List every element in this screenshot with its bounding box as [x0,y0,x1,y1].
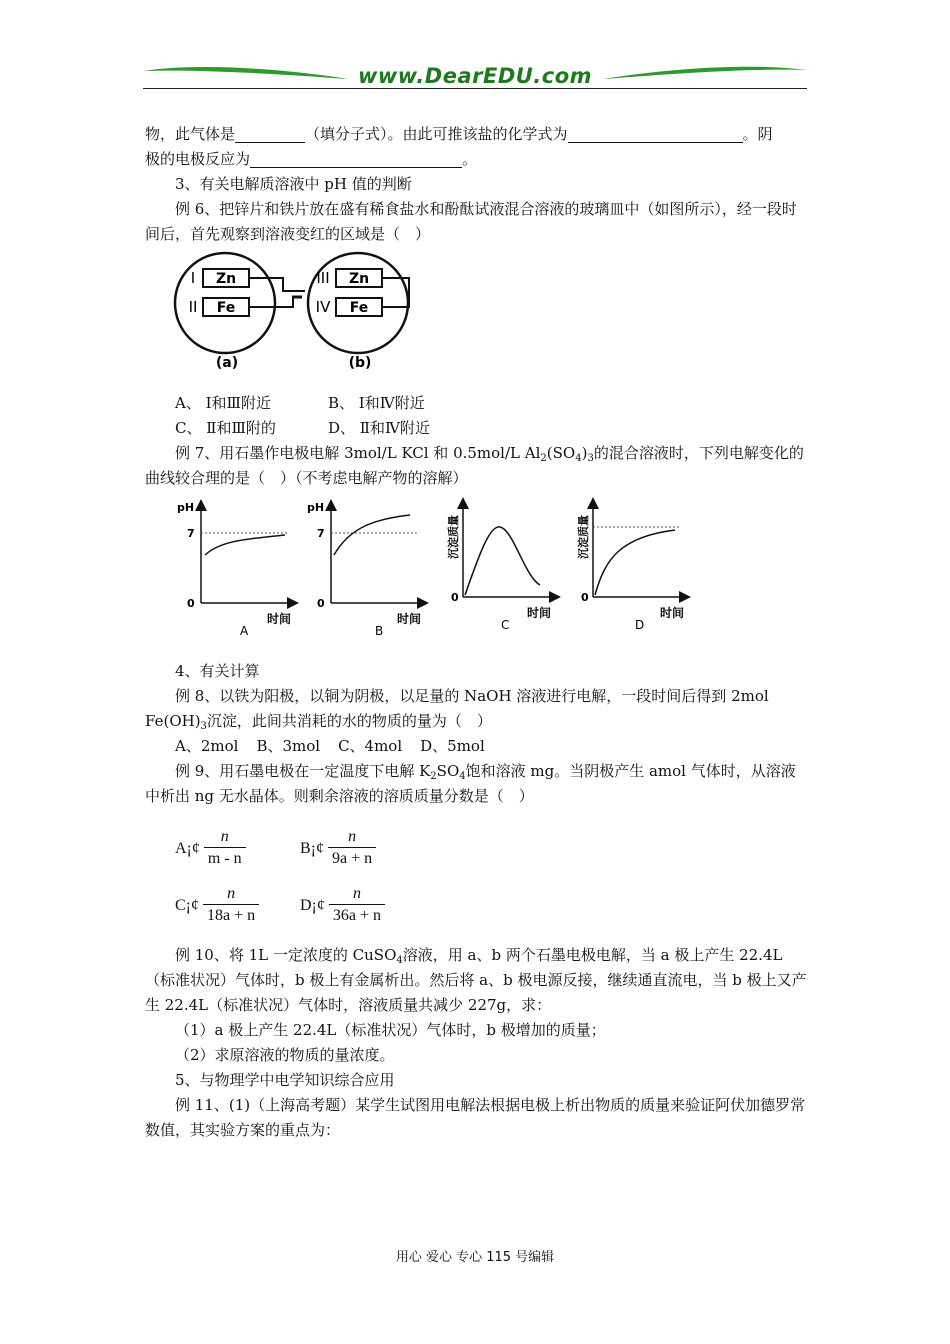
example-7-text: 例 7、用石墨作电极电解 3mol/L KCl 和 0.5mol/L $Al_2(SO_4)_3$的混合溶液时，下列电解变化的曲线较合理的是（ ）（不考虑电解产物的溶解） [145,444,804,487]
ex8-option-A: A、2mol [175,737,239,755]
document-body [145,122,807,1143]
graph-B-7-label: 7 [317,527,325,540]
graph-A-7-label: 7 [187,527,195,540]
fe-label-a: Fe [216,300,236,316]
graph-C-mass-label: 沉淀质量 [447,515,460,559]
example-10-question-2: （2）求原溶液的物质的量浓度。 [175,1046,395,1064]
section-4-heading: 4、有关计算 [175,662,260,680]
ex9-option-A: A¡¢ $\frac{n}{m - n}$ [175,827,300,870]
example-9-text: 例 9、用石墨电极在一定温度下电解 $K_2SO_4$饱和溶液 mg。当阴极产生 amol 气体时，从溶液中析出 ng 无水晶体。则剩余溶液的溶质质量分数是（ ） [145,762,796,805]
graph-D-curve [595,530,675,595]
graph-C-time-label: 时间 [527,606,552,620]
caption-b: (b) [348,355,372,371]
graph-D [576,503,685,632]
graph-C-0-label: 0 [451,591,459,604]
option-A: A、 Ⅰ和Ⅲ附近 [175,394,271,412]
roman-I: I [190,269,196,287]
ex9-option-C: C¡¢ $\frac{n}{18a + n}$ [175,884,300,927]
blank-gas [235,126,305,143]
graph-A-caption: A [240,624,249,638]
graph-B-curve [334,515,410,555]
graph-A [177,501,293,638]
roman-III: III [316,269,330,287]
caption-a: (a) [215,355,239,371]
wire-fe-a [249,297,293,307]
page-footer: 用心 爱心 专心 115 号编辑 [395,1250,555,1265]
graph-A-curve [205,535,285,555]
line-1: 物，此气体是 （填分子式）。由此可推该盐的化学式为 。阴 [145,125,773,143]
ex9-option-B: B¡¢ $\frac{n}{9a + n}$ [300,827,430,870]
example-9-options [175,827,807,927]
zn-fe-dish-figure [145,249,807,379]
blank-formula [568,126,743,143]
fraction: $\frac{n}{18a + n}$ [203,884,259,927]
graph-D-time-label: 时间 [660,606,685,620]
example-6-options-row-1 [145,391,807,416]
roman-II: II [188,298,198,316]
example-8-text: 例 8、以铁为阳极，以铜为阴极，以足量的 NaOH 溶液进行电解，一段时间后得到 2mol $Fe(OH)_3$沉淀，此间共消耗的水的物质的量为（ ） [145,687,769,732]
option-D: D、 Ⅱ和Ⅳ附近 [328,419,430,437]
example-10-question-1: （1）a 极上产生 22.4L（标准状况）气体时，b 极增加的质量； [175,1021,606,1039]
fe-label-b: Fe [349,300,369,316]
example-8-options [145,734,807,759]
section-3-heading: 3、有关电解质溶液中 pH 值的判断 [175,175,412,193]
fraction: $\frac{n}{36a + n}$ [329,884,385,927]
option-B: B、 Ⅰ和Ⅳ附近 [328,394,425,412]
header-site-name: www.DearEDU.com [357,64,593,88]
option-C: C、 Ⅱ和Ⅲ附的 [175,419,276,437]
fraction: $\frac{n}{9a + n}$ [328,827,376,870]
fraction: $\frac{n}{m - n}$ [204,827,246,870]
graph-B-0-label: 0 [317,597,325,610]
wire-b [382,278,409,307]
graph-C-caption: C [501,618,510,632]
graph-D-mass-label: 沉淀质量 [577,515,590,559]
electrolysis-curves-figure [145,497,807,639]
zn-label-a: Zn [215,271,237,287]
example-6-options-row-2 [145,416,807,441]
example-11-text: 例 11、(1)（上海高考题）某学生试图用电解法根据电极上析出物质的质量来验证阿伏加德罗常数值，其实验方案的重点为： [145,1096,806,1139]
graph-C-curve [465,527,540,595]
example-10-text: 例 10、将 1L 一定浓度的 CuSO$_4$溶液，用 a、b 两个石墨电极电解，当 a 极上产生 22.4L（标准状况）气体时，b 极上有金属析出。然后将 a、b 极电源反接，继续通直流电，当 b 极上又产生 22.4L（标准状况）气体时，溶液质量共减少 227g，求： [145,946,807,1014]
graph-C [446,503,555,632]
graph-D-0-label: 0 [581,591,589,604]
header-rule [143,88,807,89]
graph-B-ph-label: pH [307,501,325,514]
graph-B [307,501,423,638]
ex8-option-D: D、5mol [420,737,485,755]
blank-electrode-reaction [250,151,462,168]
graph-B-time-label: 时间 [397,612,422,626]
example-6-text: 例 6、把锌片和铁片放在盛有稀食盐水和酚酞试液混合溶液的玻璃皿中（如图所示），经一段时间后，首先观察到溶液变红的区域是（ ） [145,200,797,243]
ex8-option-B: B、3mol [256,737,321,755]
ex8-option-C: C、4mol [338,737,403,755]
line-2: 极的电极反应为 。 [145,150,478,168]
section-5-heading: 5、与物理学中电学知识综合应用 [175,1071,395,1089]
graph-B-caption: B [375,624,384,638]
roman-IV: IV [315,298,331,316]
zn-label-b: Zn [348,271,370,287]
graph-A-ph-label: pH [177,501,195,514]
ex9-option-D: D¡¢ $\frac{n}{36a + n}$ [300,884,430,927]
graph-D-caption: D [635,618,645,632]
graph-A-0-label: 0 [187,597,195,610]
graph-A-time-label: 时间 [267,612,292,626]
